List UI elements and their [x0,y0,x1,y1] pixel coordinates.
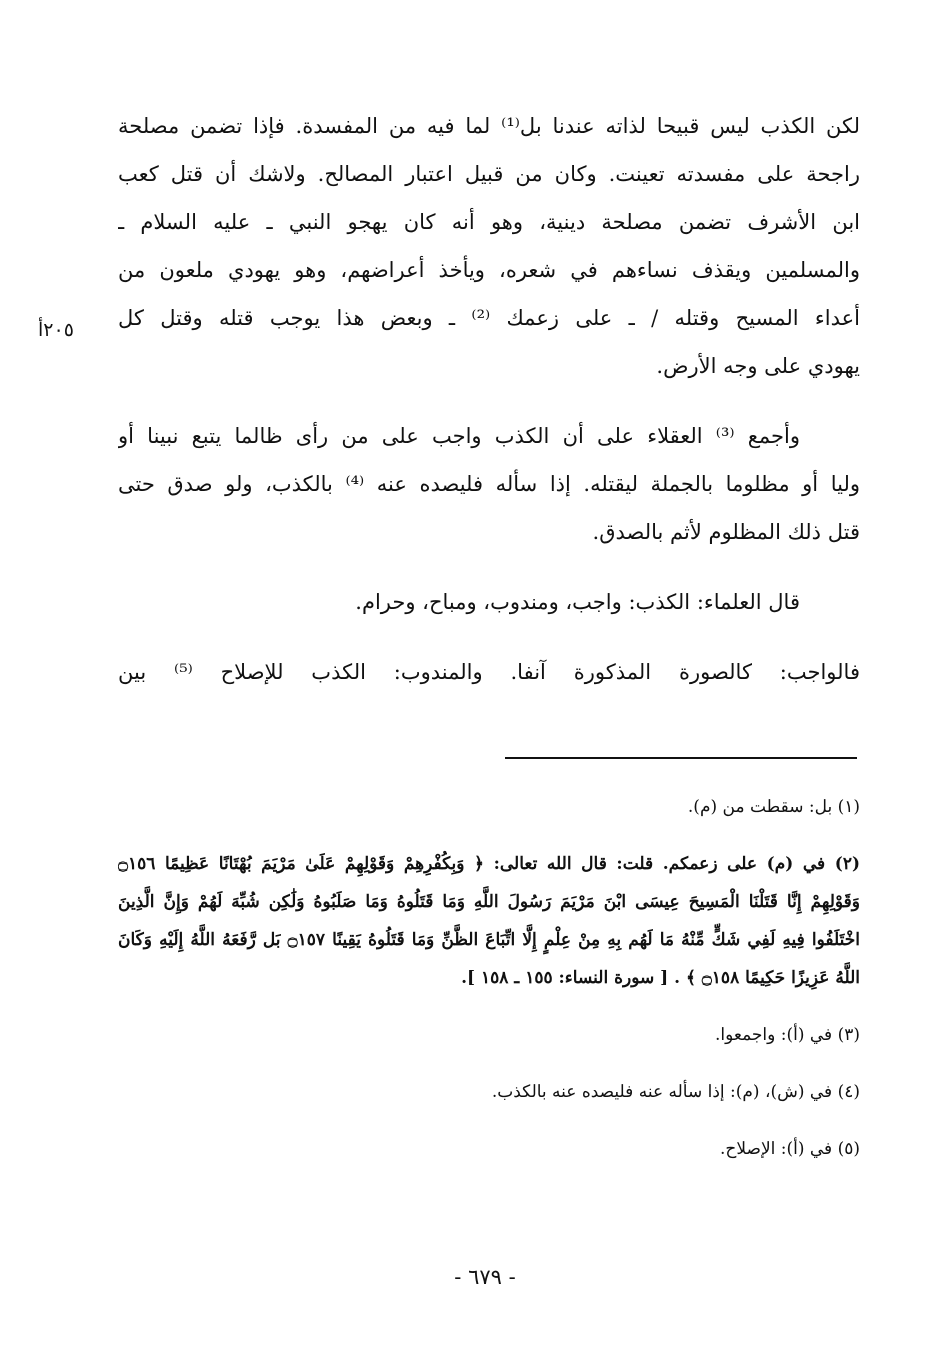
footnote-1: (١) بل: سقطت من (م). [687,797,860,817]
text-line: قال العلماء: الكذب: واجب، ومندوب، ومباح، وحرام. [355,590,800,614]
paragraph [118,648,860,696]
text-line: ابن الأشرف تضمن مصلحة دينية، وهو أنه كان يهجو النبي ـ عليه السلام ـ [118,210,860,234]
main-text [118,102,860,696]
text-line: وأجمع ⁽³⁾ العقلاء على أن الكذب واجب على من رأى ظالما يتبع نبينا أو [118,424,801,448]
footnote-separator [505,757,857,759]
text-line: يهودي على وجه الأرض. [656,354,860,378]
text-line: أعداء المسيح وقتله / ـ على زعمك ⁽²⁾ ـ وبعض هذا يوجب قتله وقتل كل [118,306,860,330]
footnote-2 [118,845,860,997]
text-line: راجحة على مفسدته تعينت. وكان من قبيل اعتبار المصالح. ولاشك أن قتل كعب [118,162,860,186]
footnote-5: (٥) في (أ): الإصلاح. [719,1139,860,1159]
text-line: فالواجب: كالصورة المذكورة آنفا. والمندوب: الكذب للإصلاح ⁽⁵⁾ بين [118,660,860,684]
paragraph [118,578,860,626]
footnote-line: وَقَوْلِهِمْ إِنَّا قَتَلْنَا الْمَسِيحَ عِيسَى ابْنَ مَرْيَمَ رَسُولَ اللَّهِ وَمَا قَتَلُوهُ وَمَا صَلَبُوهُ وَلَٰكِن شُبِّهَ لَهُمْ وَإِنَّ الَّذِينَ [118,892,860,912]
text-line: وليا أو مظلوما بالجملة ليقتله. إذا سأله فليصده عنه ⁽⁴⁾ بالكذب، ولو صدق حتى [118,472,860,496]
footnote-line: (٢) في (م) على زعمكم. قلت: قال الله تعالى: ﴿ وَبِكُفْرِهِمْ وَقَوْلِهِمْ عَلَىٰ مَرْيَمَ بُهْتَانًا عَظِيمًا ۝١٥٦ [118,854,860,874]
text-line: والمسلمين ويقذف نساءهم في شعره، ويأخذ أعراضهم، وهو يهودي ملعون من [118,258,860,282]
paragraph [118,412,860,556]
footnote-line: اخْتَلَفُوا فِيهِ لَفِي شَكٍّ مِّنْهُ مَا لَهُم بِهِ مِنْ عِلْمٍ إِلَّا اتِّبَاعَ الظَّنِّ وَمَا قَتَلُوهُ يَقِينًا ۝١٥٧ بَل رَّفَعَهُ اللَّهُ إِلَيْهِ وَكَانَ [118,930,860,950]
page-number: - ٦٧٩ - [454,1265,516,1289]
footnote-line: اللَّهُ عَزِيزًا حَكِيمًا ۝١٥٨ ﴾ . [ سورة النساء: ١٥٥ ـ ١٥٨ ]. [461,968,860,988]
footnotes [118,788,860,1168]
paragraph [118,102,860,390]
footnote-4: (٤) في (ش)، (م): إذا سأله عنه فليصده عنه بالكذب. [491,1082,860,1102]
text-line: لكن الكذب ليس قبيحا لذاته عندنا بل⁽¹⁾ لما فيه من المفسدة. فإذا تضمن مصلحة [118,114,860,138]
text-line: قتل ذلك المظلوم لأثم بالصدق. [592,520,860,544]
footnote-3: (٣) في (أ): واجمعوا. [714,1025,860,1045]
folio-margin-note: ٢٠٥أ [38,319,74,341]
